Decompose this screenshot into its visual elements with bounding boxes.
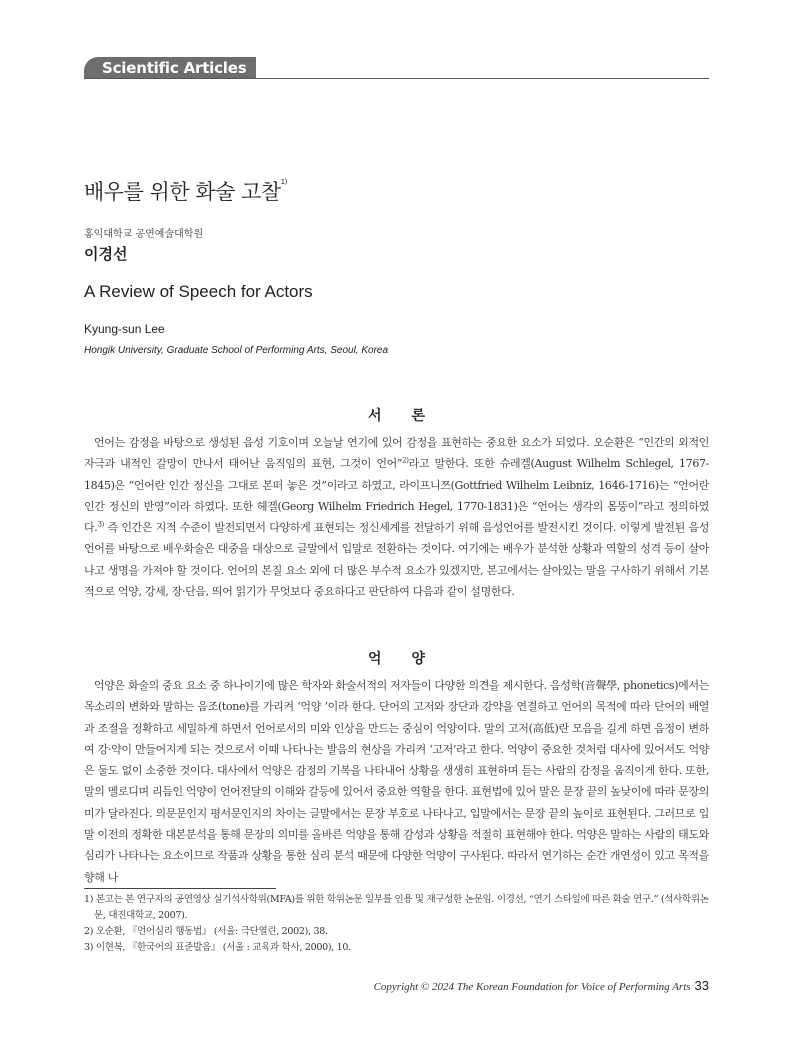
article-title-ko [84, 176, 287, 206]
copyright-text: Copyright © 2024 The Korean Foundation for Voice of Performing Arts [373, 981, 691, 993]
footnote-3: 3) 이현복, 『한국어의 표준발음』 (서울 : 교육과 학사, 2000), 10. [84, 942, 351, 953]
section-label-tab: Scientific Articles [84, 57, 256, 79]
intro-text-part1: 언어는 감정을 바탕으로 생성된 음성 기호이며 오늘날 연기에 있어 감정을 표현하는 중요한 요소가 되었다. 오순환은 “인간의 외적인 자극과 내적인 갈망이 만나서 태어난 움직임의 표현, 그것이 언어” [84, 436, 709, 471]
article-title-en: A Review of Speech for Actors [84, 282, 313, 301]
section-heading-introduction: 서론 [367, 408, 456, 424]
affiliation-ko: 홍익대학교 공연예술대학원 [84, 229, 204, 240]
page-number: 33 [694, 978, 709, 993]
footnote-mark-2: 2) [402, 456, 409, 465]
author-en: Kyung-sun Lee [84, 322, 165, 336]
footnotes [84, 892, 709, 956]
introduction-paragraph [84, 432, 709, 602]
title-ko-text: 배우를 위한 화술 고찰 [84, 180, 281, 204]
intro-text-part3: 즉 인간은 지적 수준이 발전되면서 다양하게 표현되는 정신세계를 전달하기 위해 음성언어를 발전시킨 것이다. 이렇게 발전된 음성언어를 바탕으로 배우화술은 대중을 대상으로 글말에서 입말로 전환하는 것이다. 여기에는 배우가 분석한 상황과 역할의 성격 등이 살아나고 생명을 가져야 할 것이다. 언어의 본질 요소 외에 더 많은 부수적 요소가 있겠지만, 본고에서는 살아있는 말을 구사하기 위해서 기본적으로 억양, 강세, 장·단음, 띄어 읽기가 무엇보다 중요하다고 판단하여 다음과 같이 설명한다. [84, 521, 709, 599]
intro-text-part2: 라고 말한다. 또한 슈레겔(August Wilhelm Schlegel, 1767-1845)은 “언어란 인간 정신을 그대로 본떠 놓은 것”이라고 하였고, 라이프니쯔(Gottfried Wilhelm Leibniz, 1646-1716)는 “언어란 인간 정신의 반영”이라 하였다. 또한 헤겔(Georg Wilhelm Friedrich Hegel, 1770-1831)은 “언어는 생각의 몸뚱이”라고 정의하였다. [84, 457, 709, 535]
author-ko: 이경선 [84, 245, 128, 263]
footnote-mark-1: 1) [280, 178, 287, 186]
footnote-mark-3: 3) [97, 520, 104, 529]
header-rule [84, 78, 709, 79]
footnote-rule [84, 888, 276, 889]
footnote-2: 2) 오순환, 『언어심리 행동법』 (서울: 극단열린, 2002), 38. [84, 926, 328, 937]
page-footer [374, 978, 709, 993]
footnote-1: 1) 본고는 본 연구자의 공연영상 실기석사학위(MFA)를 위한 학위논문 일부를 인용 및 재구성한 논문임. 이경선, “연기 스타일에 따른 화술 연구.” (석사학위논문, 대진대학교, 2007). [84, 894, 709, 921]
section-heading-intonation: 억양 [367, 651, 456, 667]
affiliation-en: Hongik University, Graduate School of Performing Arts, Seoul, Korea [84, 345, 389, 356]
intonation-paragraph: 억양은 화술의 중요 요소 중 하나이기에 많은 학자와 화술서적의 저자들이 다양한 의견을 제시한다. 음성학(音聲學, phonetics)에서는 목소리의 변화와 말하는 음조(tone)를 가리켜 ‘억양 ’이라 한다. 단어의 고저와 장단과 강약을 연결하고 언어의 목적에 따라 단어의 배열과 조절을 정확하고 세밀하게 하면서 언어로서의 미와 인상을 만드는 중심이 억양이다. 말의 고저(高低)란 모음을 길게 하면 음정이 변하여 강·약이 만들어지게 되는 것으로서 이때 나타나는 발음의 현상을 가리켜 ‘고저’라고 한다. 억양이 중요한 것처럼 대사에 있어서도 억양은 둘도 없이 소중한 것이다. 대사에서 억양은 감정의 기복을 나타내어 상황을 생생히 표현하며 듣는 사람의 감정을 움직이게 한다. 또한, 말의 멜로디며 리듬인 억양이 언어전달의 이해와 갈등에 있어서 중요한 역할을 한다. 표현법에 있어 말은 문장 끝의 높낮이에 따라 문장의미가 달라진다. 의문문인지 평서문인지의 차이는 글말에서는 문장 부호로 나타나고, 입말에서는 문장 끝의 높이로 표현된다. 그러므로 입말 이전의 정확한 대본분석을 통해 문장의 의미를 올바른 억양을 통해 감성과 상황을 적절히 표현해야 한다. 억양은 말하는 사람의 태도와 심리가 나타나는 요소이므로 작품과 상황을 통한 심리 분석 때문에 다양한 억양이 구사된다. 따라서 연기하는 순간 개연성이 있고 목적을 향해 나 [84, 679, 709, 884]
